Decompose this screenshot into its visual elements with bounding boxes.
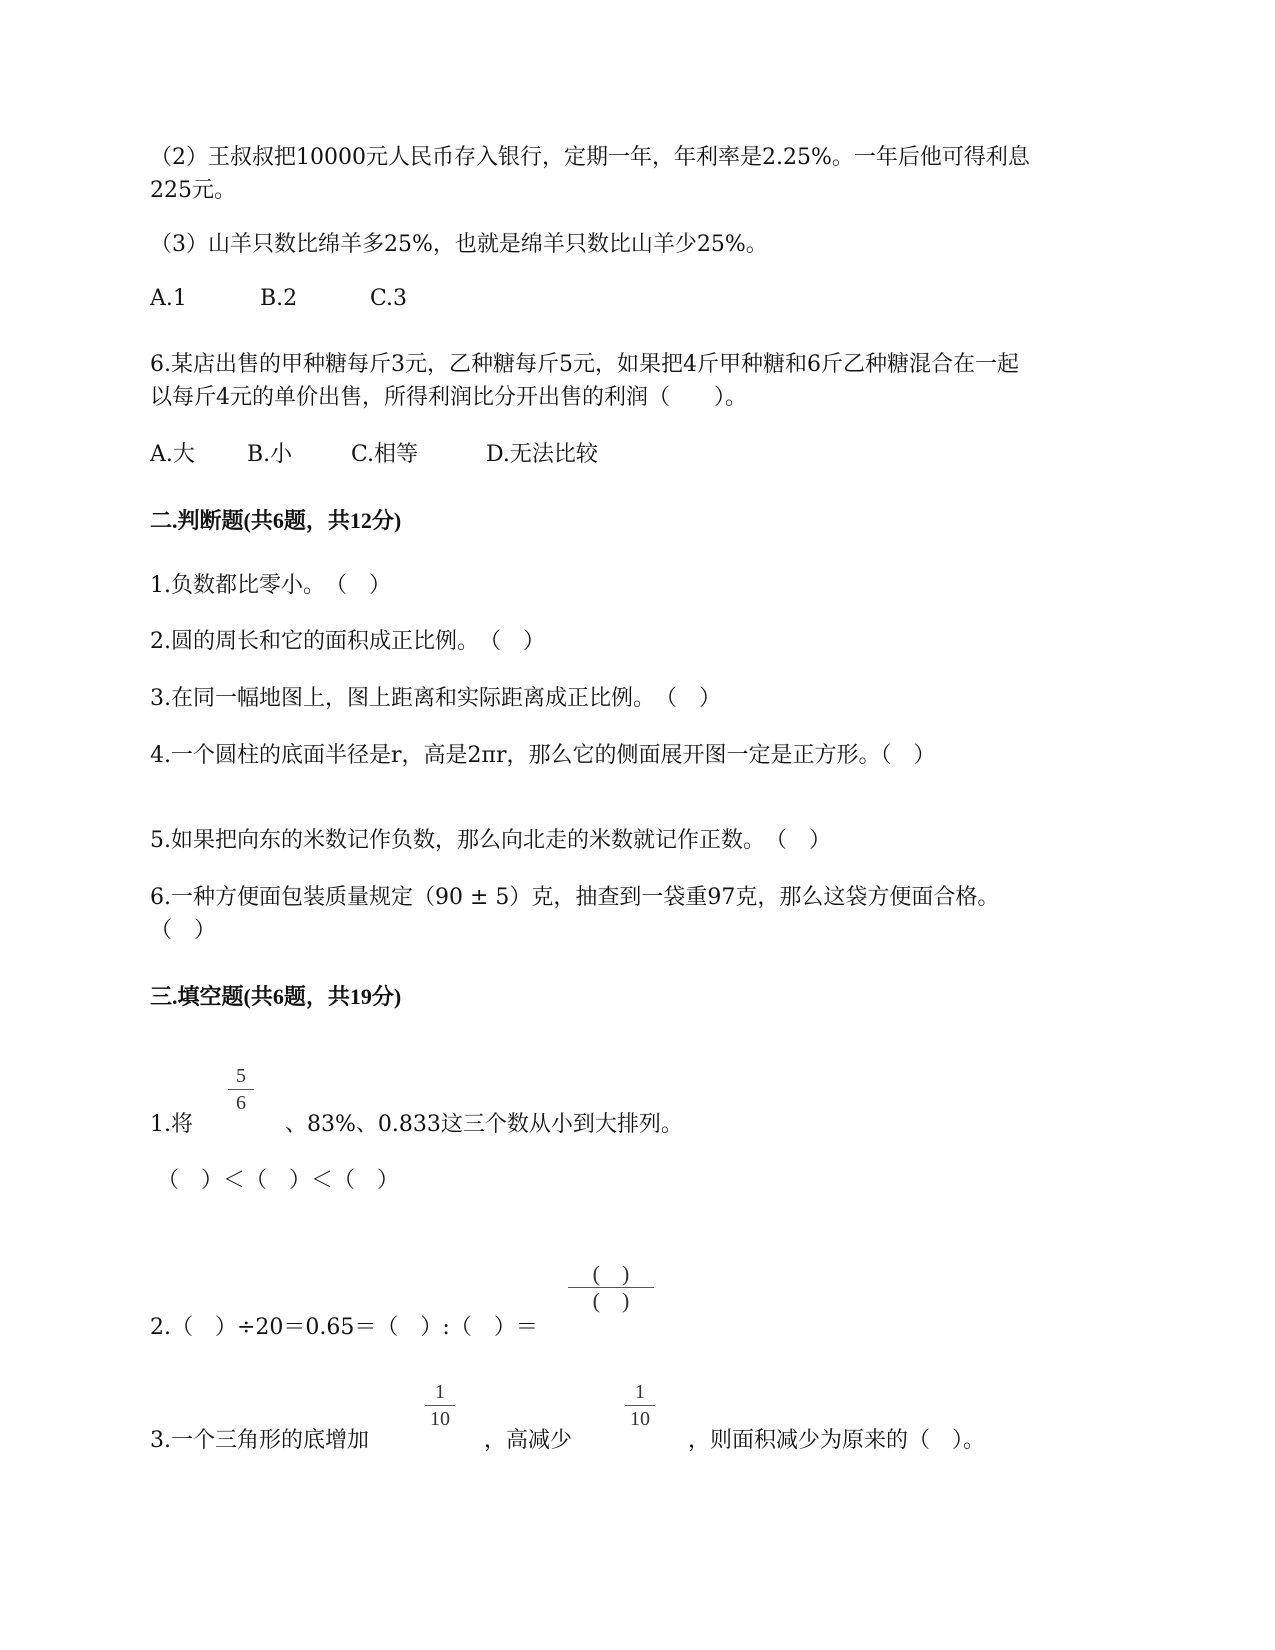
fill-q1-prefix: 1.将 xyxy=(150,1112,193,1137)
section2-heading: 二.判断题(共6题，共12分) xyxy=(150,508,402,533)
q5-item2-line2: 225元。 xyxy=(150,178,236,203)
fraction-denominator: 6 xyxy=(236,1092,246,1114)
judge-item-3: 3.在同一幅地图上，图上距离和实际距离成正比例。 （ ） xyxy=(150,686,721,711)
fraction-5-6 xyxy=(228,1064,254,1115)
fraction-numerator: 5 xyxy=(236,1065,246,1087)
judge-item-2: 2.圆的周长和它的面积成正比例。 （ ） xyxy=(150,629,545,654)
fill-q3-middle: ，高减少 xyxy=(484,1428,573,1453)
judge-item-1: 1.负数都比零小。 （ ） xyxy=(150,573,391,598)
fraction-denominator: ( ) xyxy=(592,1288,630,1313)
fraction-blank xyxy=(568,1262,654,1313)
judge-item-6-line2: （ ） xyxy=(150,918,217,943)
fill-q3-prefix: 3.一个三角形的底增加 xyxy=(150,1428,369,1453)
fraction-denominator: 10 xyxy=(430,1408,450,1430)
q6-line1: 6.某店出售的甲种糖每斤3元，乙种糖每斤5元，如果把4斤甲种糖和6斤乙种糖混合在一起 xyxy=(150,352,1019,377)
fraction-1-10-a xyxy=(425,1380,455,1431)
section3-heading: 三.填空题(共6题，共19分) xyxy=(150,984,402,1009)
fraction-numerator: 1 xyxy=(635,1381,645,1403)
fraction-numerator: ( ) xyxy=(592,1261,630,1286)
q6-line2: 以每斤4元的单价出售，所得利润比分开出售的利润（ ）。 xyxy=(150,385,747,410)
q5-item2-line1: （2）王叔叔把10000元人民币存入银行，定期一年，年利率是2.25%。一年后他可得利息 xyxy=(150,145,1030,170)
q5-item3: （3）山羊只数比绵羊多25%，也就是绵羊只数比山羊少25%。 xyxy=(150,232,768,257)
fill-q3-suffix: ，则面积减少为原来的（ ）。 xyxy=(688,1428,986,1453)
q6-option-d: D.无法比较 xyxy=(486,442,598,467)
fraction-bar xyxy=(228,1089,254,1090)
judge-item-4: 4.一个圆柱的底面半径是r，高是2πr，那么它的侧面展开图一定是正方形。（ ） xyxy=(150,743,936,768)
fill-q1-suffix: 、83%、0.833这三个数从小到大排列。 xyxy=(285,1112,683,1137)
q5-option-c: C.3 xyxy=(370,286,408,311)
q5-option-b: B.2 xyxy=(260,286,298,311)
fill-q2-text: 2.（ ）÷20＝0.65＝（ ）:（ ）＝ xyxy=(150,1315,538,1340)
q6-option-a: A.大 xyxy=(150,442,195,467)
q6-option-c: C.相等 xyxy=(351,442,419,467)
q5-option-a: A.1 xyxy=(150,286,187,311)
fraction-bar xyxy=(625,1405,655,1406)
fraction-bar xyxy=(425,1405,455,1406)
fraction-1-10-b xyxy=(625,1380,655,1431)
judge-item-5: 5.如果把向东的米数记作负数，那么向北走的米数就记作正数。 （ ） xyxy=(150,828,831,853)
fill-q1-answer-line: （ ）＜（ ）＜（ ） xyxy=(157,1168,400,1193)
fraction-numerator: 1 xyxy=(435,1381,445,1403)
judge-item-6-line1: 6.一种方便面包装质量规定（90 ± 5）克，抽查到一袋重97克，那么这袋方便面合格。 xyxy=(150,885,1000,910)
q6-option-b: B.小 xyxy=(247,442,293,467)
fraction-denominator: 10 xyxy=(630,1408,650,1430)
